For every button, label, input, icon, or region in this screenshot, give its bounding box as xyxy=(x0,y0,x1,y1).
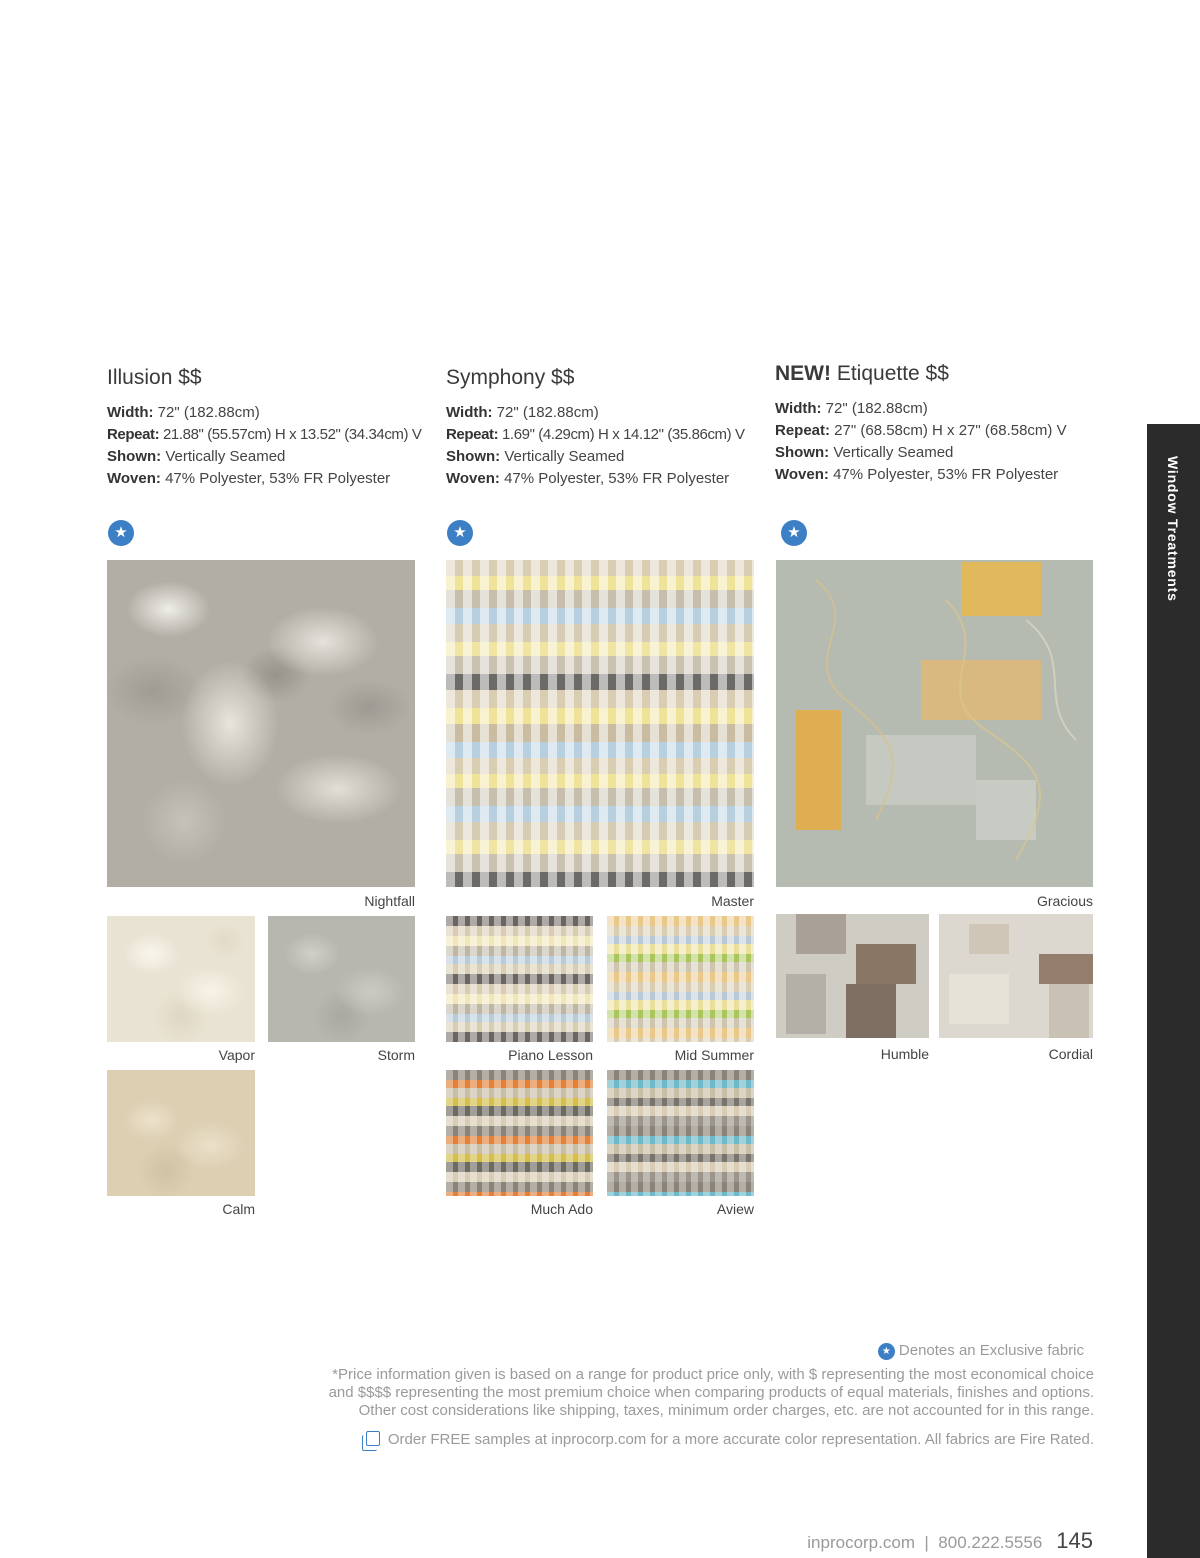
product-title: NEW! Etiquette $$ xyxy=(775,362,949,385)
spec-repeat: Repeat: 27" (68.58cm) H x 27" (68.58cm) V xyxy=(775,422,1067,439)
price-note-line: Other cost considerations like shipping, taxes, minimum order charges, etc. are not accounted for in this range. xyxy=(358,1402,1094,1419)
swatch-caption: Piano Lesson xyxy=(508,1047,593,1063)
spec-shown: Shown: Vertically Seamed xyxy=(775,444,954,461)
product-illusion xyxy=(107,362,422,490)
spec-width: Width: 72" (182.88cm) xyxy=(107,404,260,421)
swatch-calm[interactable] xyxy=(107,1070,255,1196)
swatch-aview[interactable] xyxy=(607,1070,754,1196)
page-number: 145 xyxy=(1056,1528,1093,1553)
exclusive-star-icon: ★ xyxy=(781,520,807,546)
spec-repeat: Repeat: 21.88" (55.57cm) H x 13.52" (34.34cm) V xyxy=(107,426,422,443)
spec-shown: Shown: Vertically Seamed xyxy=(107,448,286,465)
product-etiquette xyxy=(775,358,1067,486)
swatch-caption: Calm xyxy=(222,1201,255,1217)
swatch-much-ado[interactable] xyxy=(446,1070,593,1196)
exclusive-star-icon: ★ xyxy=(447,520,473,546)
swatch-caption: Vapor xyxy=(218,1047,255,1063)
swatch-gracious[interactable] xyxy=(776,560,1093,887)
product-specs xyxy=(107,402,422,490)
swatch-cordial[interactable] xyxy=(939,914,1093,1038)
swatch-vapor[interactable] xyxy=(107,916,255,1042)
spec-woven: Woven: 47% Polyester, 53% FR Polyester xyxy=(446,470,730,487)
section-tab xyxy=(1147,424,1200,1558)
swatch-mid-summer[interactable] xyxy=(607,916,754,1042)
swatch-caption: Mid Summer xyxy=(674,1047,754,1063)
swatch-caption: Storm xyxy=(377,1047,415,1063)
product-title: Symphony $$ xyxy=(446,366,575,389)
footer-contact: inprocorp.com | 800.222.5556 xyxy=(807,1533,1043,1552)
swatch-piano-lesson[interactable] xyxy=(446,916,593,1042)
spec-width: Width: 72" (182.88cm) xyxy=(775,400,928,417)
swatch-caption: Cordial xyxy=(1048,1046,1093,1062)
new-badge: NEW! xyxy=(775,362,831,385)
product-specs xyxy=(775,398,1067,486)
product-title: Illusion $$ xyxy=(107,366,202,389)
swatch-caption: Master xyxy=(711,893,754,909)
star-icon: ★ xyxy=(878,1343,895,1360)
swatch-humble[interactable] xyxy=(776,914,929,1038)
swatch-caption: Humble xyxy=(880,1046,929,1062)
swatch-nightfall[interactable] xyxy=(107,560,415,887)
product-symphony xyxy=(446,362,745,490)
section-tab-label: Window Treatments xyxy=(1165,456,1181,602)
spec-woven: Woven: 47% Polyester, 53% FR Polyester xyxy=(107,470,391,487)
swatch-caption: Aview xyxy=(716,1201,754,1217)
copy-icon xyxy=(366,1431,380,1446)
product-specs xyxy=(446,402,745,490)
price-note-line: and $$$$ representing the most premium choice when comparing products of equal materials, finishes and options. xyxy=(328,1384,1094,1401)
swatch-storm[interactable] xyxy=(268,916,415,1042)
swatch-caption: Gracious xyxy=(1036,893,1093,909)
swatch-caption: Much Ado xyxy=(530,1201,593,1217)
spec-woven: Woven: 47% Polyester, 53% FR Polyester xyxy=(775,466,1059,483)
price-note-line: *Price information given is based on a range for product price only, with $ representing the most economical choice xyxy=(332,1366,1094,1383)
exclusive-star-icon: ★ xyxy=(108,520,134,546)
samples-note: Order FREE samples at inprocorp.com for a more accurate color representation. All fabrics are Fire Rated. xyxy=(366,1431,1094,1448)
spec-width: Width: 72" (182.88cm) xyxy=(446,404,599,421)
page-footer xyxy=(807,1528,1093,1554)
spec-repeat: Repeat: 1.69" (4.29cm) H x 14.12" (35.86cm) V xyxy=(446,426,745,443)
swatch-master[interactable] xyxy=(446,560,754,887)
swatch-caption: Nightfall xyxy=(364,893,415,909)
exclusive-note: ★ Denotes an Exclusive fabric xyxy=(878,1342,1084,1360)
spec-shown: Shown: Vertically Seamed xyxy=(446,448,625,465)
